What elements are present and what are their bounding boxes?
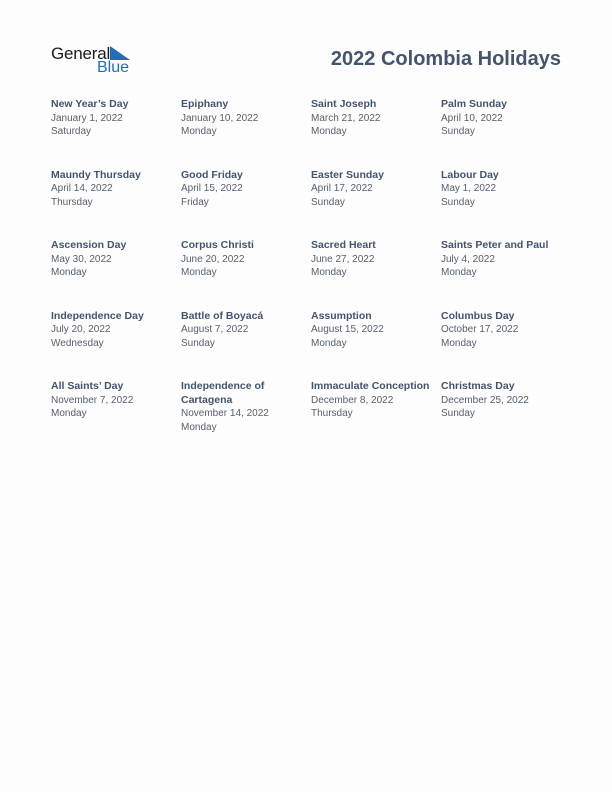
holiday-name: Labour Day bbox=[441, 168, 499, 181]
holiday-weekday: Thursday bbox=[311, 408, 353, 420]
holiday-weekday: Monday bbox=[181, 267, 217, 279]
holiday-date: July 4, 2022 bbox=[441, 253, 495, 265]
holiday-weekday: Monday bbox=[181, 421, 217, 433]
holiday-date: April 10, 2022 bbox=[441, 112, 503, 124]
holiday-weekday: Thursday bbox=[51, 196, 93, 208]
holiday-entry bbox=[51, 98, 181, 169]
holiday-name: Good Friday bbox=[181, 168, 243, 181]
holiday-name: Easter Sunday bbox=[311, 168, 384, 181]
holiday-weekday: Monday bbox=[181, 126, 217, 138]
holiday-date: March 21, 2022 bbox=[311, 112, 381, 124]
holiday-name: Columbus Day bbox=[441, 309, 515, 322]
holiday-entry bbox=[311, 310, 441, 381]
holiday-name: Ascension Day bbox=[51, 239, 127, 251]
logo-word-general: General bbox=[51, 44, 111, 63]
holiday-entry bbox=[311, 239, 441, 310]
holiday-entry bbox=[441, 380, 571, 451]
holiday-entry bbox=[51, 380, 181, 451]
holiday-date: December 8, 2022 bbox=[311, 394, 394, 406]
logo-triangle-icon bbox=[110, 46, 130, 60]
holiday-name: Maundy Thursday bbox=[51, 168, 141, 181]
holiday-weekday: Monday bbox=[311, 337, 347, 349]
holiday-entry bbox=[51, 310, 181, 381]
holiday-name: Sacred Heart bbox=[311, 239, 376, 251]
holiday-name: New Year’s Day bbox=[51, 98, 129, 110]
holiday-weekday: Monday bbox=[51, 267, 87, 279]
holiday-name: Independence of Cartagena bbox=[181, 380, 265, 406]
holiday-entry bbox=[181, 310, 311, 381]
holiday-date: November 7, 2022 bbox=[51, 394, 134, 406]
holiday-name: Saint Joseph bbox=[311, 98, 377, 110]
holiday-date: April 14, 2022 bbox=[51, 183, 113, 195]
holiday-weekday: Saturday bbox=[51, 126, 92, 138]
holiday-entry bbox=[311, 98, 441, 169]
holiday-date: May 1, 2022 bbox=[441, 183, 497, 195]
holiday-name: Saints Peter and Paul bbox=[441, 239, 549, 251]
holiday-name: Christmas Day bbox=[441, 380, 515, 392]
holiday-weekday: Sunday bbox=[441, 408, 475, 420]
holiday-name: Battle of Boyacá bbox=[181, 309, 264, 322]
holiday-grid bbox=[51, 98, 571, 451]
holiday-name: Immaculate Conception bbox=[311, 380, 430, 392]
holiday-date: June 20, 2022 bbox=[181, 253, 245, 265]
holiday-name: Palm Sunday bbox=[441, 98, 507, 110]
holiday-date: August 7, 2022 bbox=[181, 324, 249, 336]
holiday-name: All Saints’ Day bbox=[51, 380, 124, 392]
holiday-weekday: Monday bbox=[311, 126, 347, 138]
holiday-entry bbox=[51, 169, 181, 240]
holiday-entry bbox=[311, 380, 441, 451]
holiday-weekday: Sunday bbox=[311, 196, 345, 208]
holiday-entry bbox=[441, 169, 571, 240]
holiday-date: May 30, 2022 bbox=[51, 253, 112, 265]
holiday-name: Epiphany bbox=[181, 98, 229, 110]
holiday-weekday: Monday bbox=[441, 267, 477, 279]
holiday-weekday: Wednesday bbox=[51, 337, 104, 349]
holiday-date: June 27, 2022 bbox=[311, 253, 375, 265]
holiday-date: August 15, 2022 bbox=[311, 324, 384, 336]
holiday-entry bbox=[311, 169, 441, 240]
holiday-weekday: Monday bbox=[51, 408, 87, 420]
holiday-date: April 17, 2022 bbox=[311, 183, 373, 195]
holiday-date: November 14, 2022 bbox=[181, 408, 269, 420]
holiday-weekday: Friday bbox=[181, 196, 209, 208]
holiday-name: Assumption bbox=[311, 309, 372, 322]
holiday-entry bbox=[441, 310, 571, 381]
holiday-entry bbox=[181, 380, 311, 451]
holiday-weekday: Sunday bbox=[441, 126, 475, 138]
page-title: 2022 Colombia Holidays bbox=[330, 48, 561, 70]
holiday-date: July 20, 2022 bbox=[51, 324, 111, 336]
brand-logo bbox=[51, 44, 141, 78]
logo-word-blue: Blue bbox=[97, 59, 130, 76]
holiday-date: January 1, 2022 bbox=[51, 112, 123, 124]
holiday-date: January 10, 2022 bbox=[181, 112, 259, 124]
holiday-entry bbox=[441, 98, 571, 169]
holiday-date: April 15, 2022 bbox=[181, 183, 243, 195]
holiday-entry bbox=[51, 239, 181, 310]
holiday-weekday: Monday bbox=[311, 267, 347, 279]
holiday-weekday: Sunday bbox=[181, 337, 215, 349]
holiday-weekday: Monday bbox=[441, 337, 477, 349]
holiday-entry bbox=[181, 169, 311, 240]
holiday-date: December 25, 2022 bbox=[441, 394, 529, 406]
holiday-entry bbox=[441, 239, 571, 310]
holiday-date: October 17, 2022 bbox=[441, 324, 519, 336]
holiday-name: Independence Day bbox=[51, 309, 144, 322]
holiday-entry bbox=[181, 239, 311, 310]
holiday-entry bbox=[181, 98, 311, 169]
holiday-weekday: Sunday bbox=[441, 196, 475, 208]
holiday-name: Corpus Christi bbox=[181, 239, 254, 251]
